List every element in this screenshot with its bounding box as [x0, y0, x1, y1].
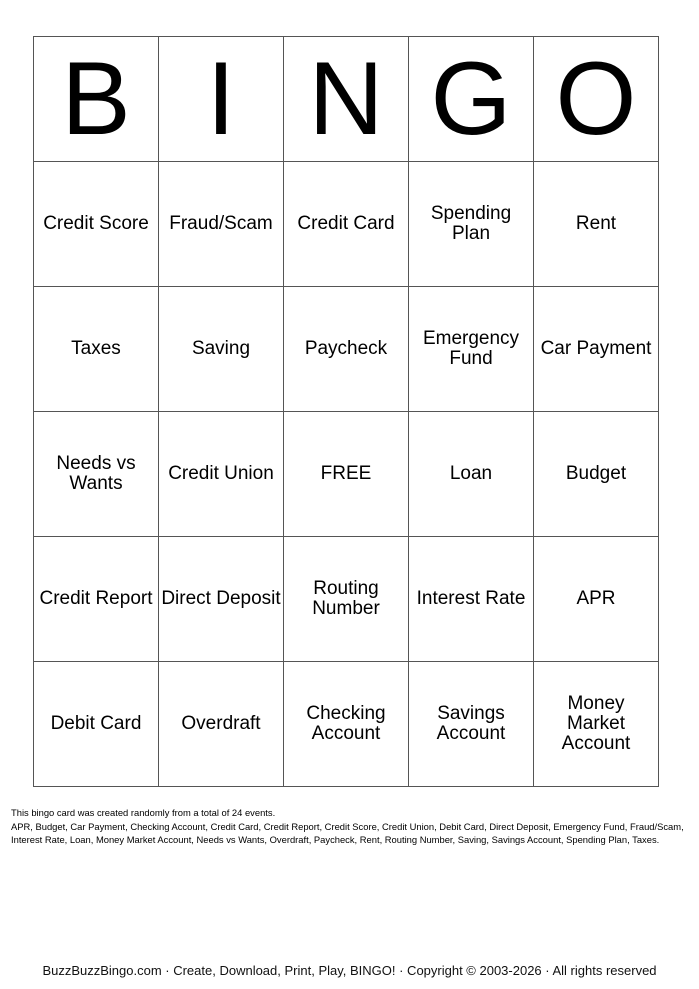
- bingo-cell: Loan: [409, 412, 534, 537]
- bingo-cell: Checking Account: [284, 662, 409, 787]
- card-row: [34, 162, 659, 287]
- card-row: [34, 662, 659, 787]
- note-intro: This bingo card was created randomly from a total of 24 events.: [11, 807, 276, 818]
- bingo-cell: Budget: [534, 412, 659, 537]
- bingo-cell: Credit Union: [159, 412, 284, 537]
- card-row: [34, 412, 659, 537]
- bingo-card: [33, 36, 659, 787]
- card-row: [34, 537, 659, 662]
- bingo-cell: Savings Account: [409, 662, 534, 787]
- card-note: [11, 806, 691, 847]
- bingo-cell: Credit Card: [284, 162, 409, 287]
- bingo-cell: Needs vs Wants: [34, 412, 159, 537]
- bingo-cell: Interest Rate: [409, 537, 534, 662]
- bingo-cell: Spending Plan: [409, 162, 534, 287]
- bingo-cell: Routing Number: [284, 537, 409, 662]
- bingo-cell: Rent: [534, 162, 659, 287]
- bingo-cell: Taxes: [34, 287, 159, 412]
- bingo-cell: Debit Card: [34, 662, 159, 787]
- bingo-cell: Money Market Account: [534, 662, 659, 787]
- card-row: [34, 287, 659, 412]
- bingo-cell: Credit Report: [34, 537, 159, 662]
- bingo-cell: Saving: [159, 287, 284, 412]
- bingo-cell: Direct Deposit: [159, 537, 284, 662]
- header-row: [34, 37, 659, 162]
- bingo-cell: Paycheck: [284, 287, 409, 412]
- page-footer: BuzzBuzzBingo.com · Create, Download, Print, Play, BINGO! · Copyright © 2003-2026 · All rights reserved: [42, 963, 657, 978]
- header-letter-g: G: [409, 37, 534, 162]
- bingo-cell: Fraud/Scam: [159, 162, 284, 287]
- bingo-cell: Credit Score: [34, 162, 159, 287]
- bingo-cell: APR: [534, 537, 659, 662]
- bingo-cell: Car Payment: [534, 287, 659, 412]
- header-letter-o: O: [534, 37, 659, 162]
- bingo-cell: Emergency Fund: [409, 287, 534, 412]
- free-space-cell: FREE: [284, 412, 409, 537]
- header-letter-i: I: [159, 37, 284, 162]
- header-letter-n: N: [284, 37, 409, 162]
- note-events-list: APR, Budget, Car Payment, Checking Account, Credit Card, Credit Report, Credit Score, Credit Union, Debit Card, Direct Deposit, Emergency Fund, Fraud/Scam, Interest Rate, Loan, Money Market Account, Needs vs Wants, Overdraft, Paycheck, Rent, Routing Number, Saving, Savings Account, Spending Plan, Taxes.: [11, 820, 684, 845]
- bingo-cell: Overdraft: [159, 662, 284, 787]
- header-letter-b: B: [34, 37, 159, 162]
